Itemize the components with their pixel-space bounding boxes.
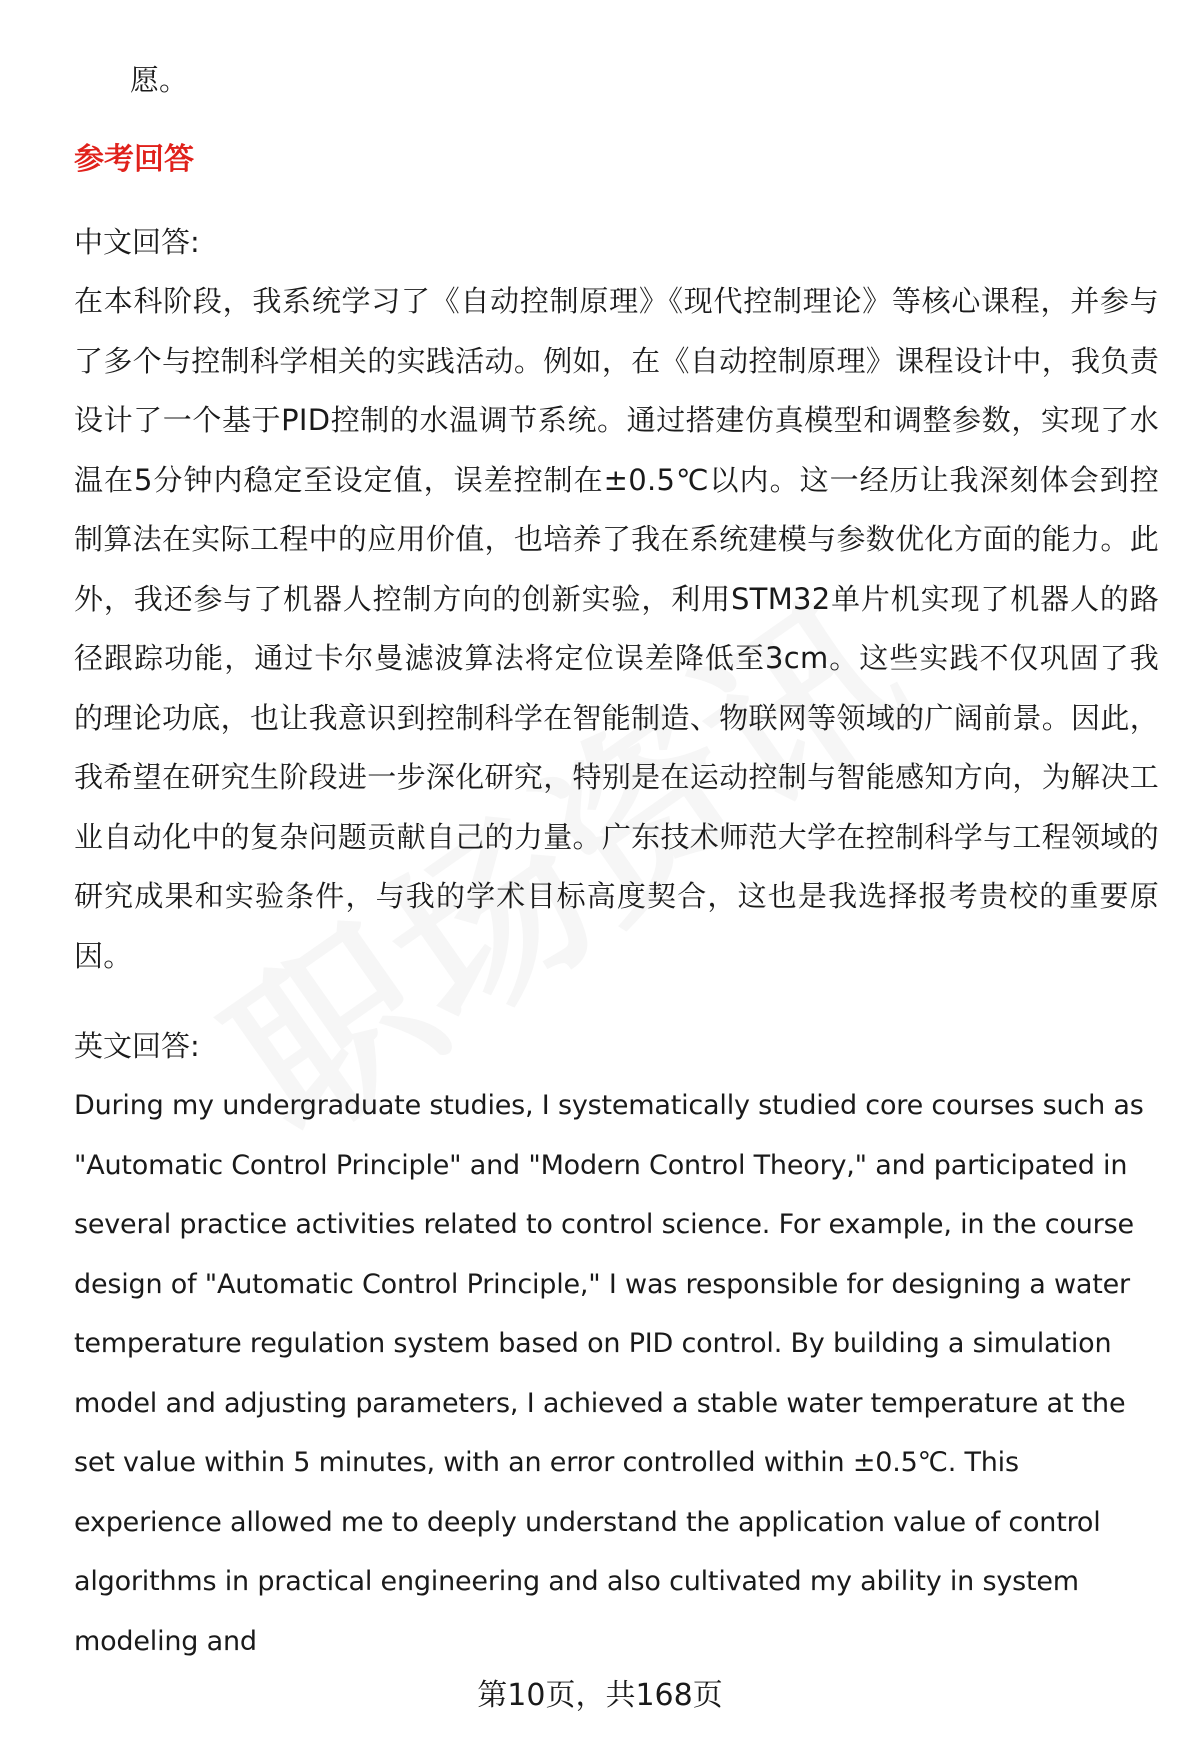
reference-answer-heading: 参考回答 bbox=[74, 142, 194, 177]
chinese-answer-body: 在本科阶段，我系统学习了《自动控制原理》《现代控制理论》等核心课程，并参与了多个与控制科学相关的实践活动。例如，在《自动控制原理》课程设计中，我负责设计了一个基于PID控制的水温调节系统。通过搭建仿真模型和调整参数，实现了水温在5分钟内稳定至设定值，误差控制在±0.5℃以内。这一经历让我深刻体会到控制算法在实际工程中的应用价值，也培养了我在系统建模与参数优化方面的能力。此外，我还参与了机器人控制方向的创新实验，利用STM32单片机实现了机器人的路径跟踪功能，通过卡尔曼滤波算法将定位误差降低至3cm。这些实践不仅巩固了我的理论功底，也让我意识到控制科学在智能制造、物联网等领域的广阔前景。因此，我希望在研究生阶段进一步深化研究，特别是在运动控制与智能感知方向，为解决工业自动化中的复杂问题贡献自己的力量。广东技术师范大学在控制科学与工程领域的研究成果和实验条件，与我的学术目标高度契合，这也是我选择报考贵校的重要原因。 bbox=[74, 284, 1159, 973]
page-indicator: 第10页，共168页 bbox=[477, 1678, 723, 1713]
english-answer-body: During my undergraduate studies, I systematically studied core courses such as "Automatic Control Principle" and "Modern Control Theory," and participated in several practice activities related to control science. For example, in the course design of "Automatic Control Principle," I was responsible for designing a water temperature regulation system based on PID control. By building a simulation model and adjusting parameters, I achieved a stable water temperature at the set value within 5 minutes, with an error controlled within ±0.5℃. This experience allowed me to deeply understand the application value of control algorithms in practical engineering and also cultivated my ability in system modeling and bbox=[74, 1090, 1144, 1657]
lead-text: 愿。 bbox=[130, 63, 189, 97]
english-answer-label: 英文回答: bbox=[74, 1029, 200, 1063]
chinese-answer-label: 中文回答: bbox=[74, 225, 200, 259]
